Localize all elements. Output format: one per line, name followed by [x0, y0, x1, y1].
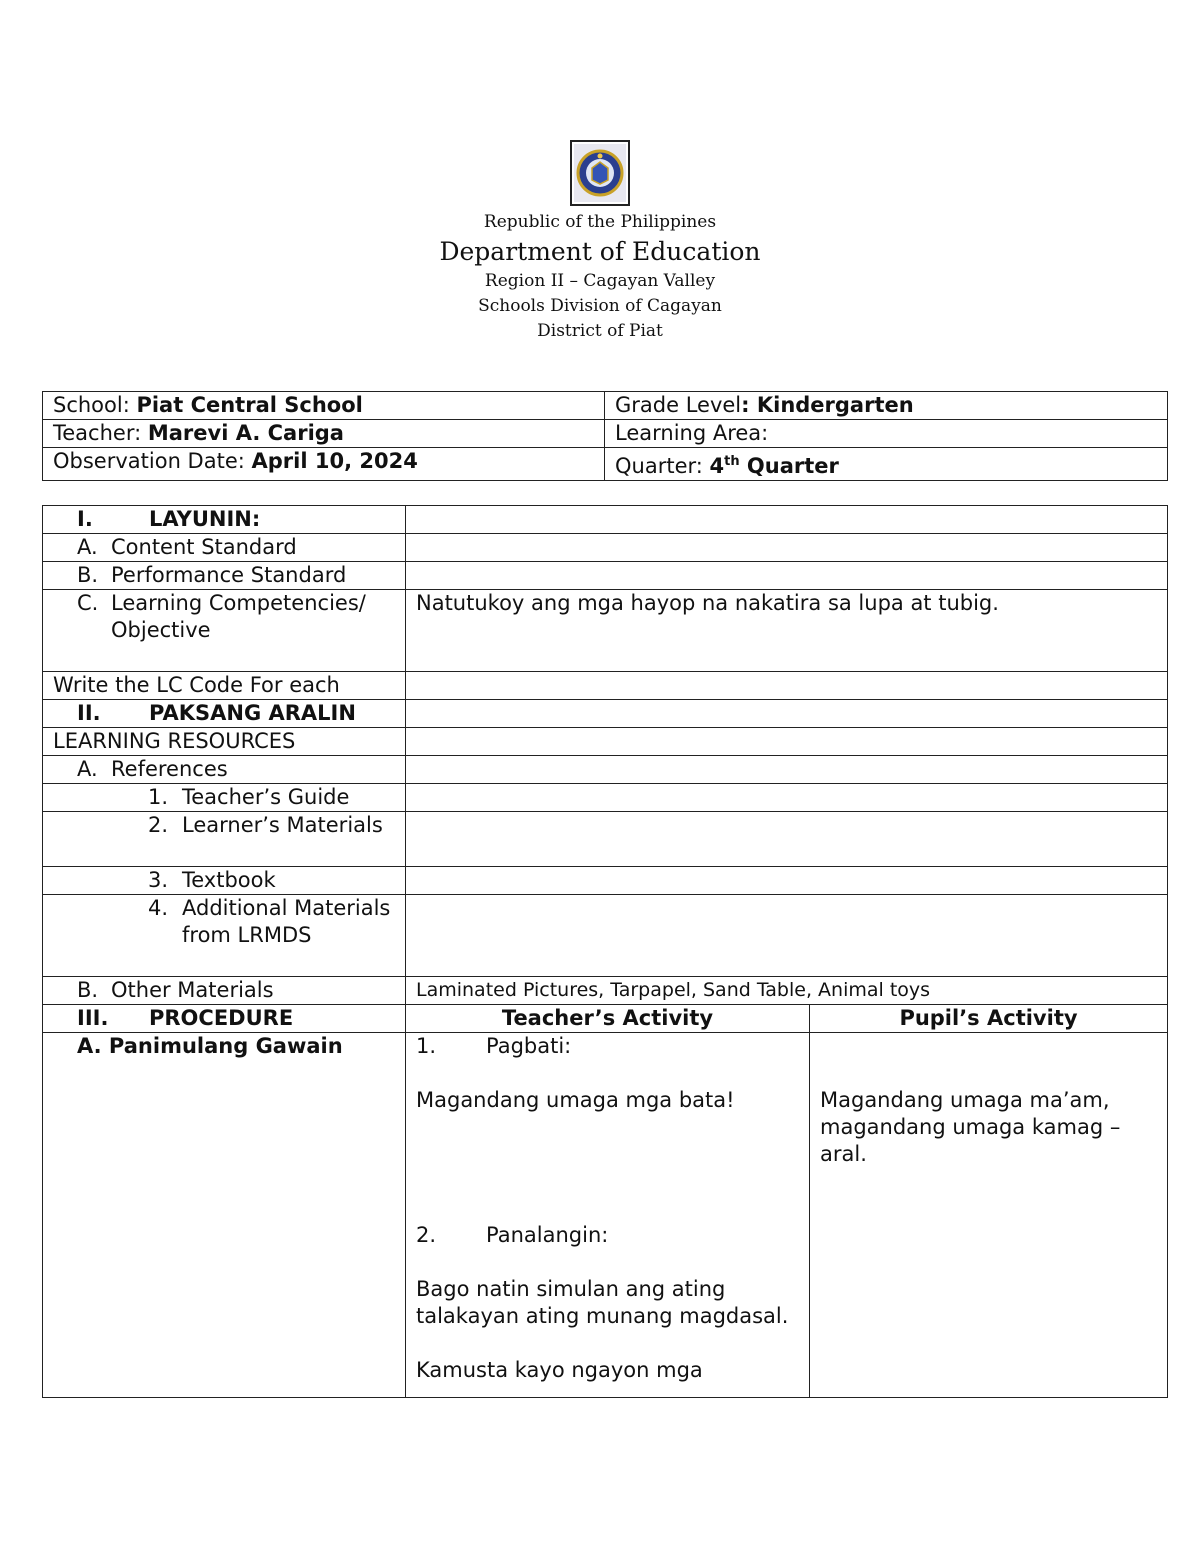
prayer-title: Panalangin:: [486, 1223, 609, 1247]
competency-letter: C.: [77, 591, 99, 615]
paksang-number: II.: [77, 701, 101, 725]
paksang-cell: [43, 700, 406, 728]
lc-code-cell: Write the LC Code For each: [43, 672, 406, 700]
empty-cell: [406, 534, 1168, 562]
empty-cell: [406, 784, 1168, 812]
grade-value: : Kindergarten: [741, 393, 914, 417]
greeting-title: Pagbati:: [486, 1034, 572, 1058]
content-standard-label: Content Standard: [111, 535, 297, 559]
school-cell: [43, 392, 605, 420]
empty-cell: [406, 867, 1168, 895]
district-line: District of Piat: [537, 321, 663, 341]
school-label: School:: [53, 393, 137, 417]
learners-materials-label: Learner’s Materials: [182, 813, 383, 837]
competency-label: Learning Competencies/ Objective: [111, 591, 366, 642]
layunin-number: I.: [77, 507, 93, 531]
country-line: Republic of the Philippines: [483, 212, 717, 232]
teacher-activity-header: [406, 1005, 810, 1033]
textbook-cell: [43, 867, 406, 895]
pupil-activity-label: Pupil’s Activity: [899, 1006, 1078, 1030]
quarter-label: Quarter:: [615, 454, 710, 478]
pupil-activity-header: [810, 1005, 1168, 1033]
prayer-number: 2.: [416, 1223, 437, 1247]
procedure-number: III.: [77, 1006, 109, 1030]
table-row: [43, 784, 1168, 812]
prayer-line: Bago natin simulan ang ating talakayan ating munang magdasal.: [416, 1277, 789, 1328]
table-row: [43, 448, 1168, 481]
teacher-label: Teacher:: [53, 421, 148, 445]
deped-seal: [570, 140, 630, 206]
learners-materials-number: 2.: [148, 813, 169, 837]
other-materials-cell: [43, 977, 406, 1005]
teacher-activity-cell: [406, 1033, 810, 1398]
learners-materials-cell: [43, 812, 406, 867]
content-standard-letter: A.: [77, 535, 98, 559]
school-value: Piat Central School: [136, 393, 363, 417]
references-letter: A.: [77, 757, 98, 781]
performance-standard-cell: [43, 562, 406, 590]
teacher-activity-label: Teacher’s Activity: [501, 1006, 714, 1030]
layunin-cell: [43, 506, 406, 534]
lrmds-label: Additional Materials from LRMDS: [182, 896, 391, 947]
table-row: [43, 867, 1168, 895]
table-row: [43, 534, 1168, 562]
empty-cell: [406, 812, 1168, 867]
learning-area-label: Learning Area:: [615, 421, 769, 445]
empty-cell: [406, 672, 1168, 700]
panimula-cell: [43, 1033, 406, 1398]
grade-cell: [605, 392, 1168, 420]
references-cell: [43, 756, 406, 784]
document-header: [0, 140, 1200, 344]
table-row: [43, 728, 1168, 756]
greeting-followup-line: Kamusta kayo ngayon mga: [416, 1358, 703, 1382]
procedure-heading: PROCEDURE: [149, 1006, 294, 1030]
lesson-plan-table: [42, 505, 1168, 1398]
deped-seal-icon: [574, 144, 626, 202]
empty-cell: [406, 756, 1168, 784]
quarter-value: [710, 454, 839, 478]
table-row: [43, 700, 1168, 728]
teachers-guide-label: Teacher’s Guide: [182, 785, 350, 809]
other-materials-label: Other Materials: [111, 978, 274, 1002]
competency-value: Natutukoy ang mga hayop na nakatira sa lupa at tubig.: [406, 590, 1168, 672]
other-materials-value: Laminated Pictures, Tarpapel, Sand Table, Animal toys: [406, 977, 1168, 1005]
paksang-heading: PAKSANG ARALIN: [149, 701, 356, 725]
pupil-greeting-line: Magandang umaga ma’am, magandang umaga kamag – aral.: [820, 1088, 1121, 1166]
table-row: [43, 812, 1168, 867]
textbook-label: Textbook: [182, 868, 276, 892]
division-line: Schools Division of Cagayan: [478, 296, 722, 316]
other-materials-letter: B.: [77, 978, 99, 1002]
date-value: April 10, 2024: [251, 449, 418, 473]
region-line: Region II – Cagayan Valley: [484, 271, 716, 291]
table-row: [43, 506, 1168, 534]
panimula-label: A. Panimulang Gawain: [77, 1034, 343, 1058]
procedure-cell: [43, 1005, 406, 1033]
table-row: [43, 562, 1168, 590]
performance-standard-letter: B.: [77, 563, 99, 587]
prayer-heading: [416, 1222, 799, 1249]
teacher-value: Marevi A. Cariga: [147, 421, 344, 445]
table-row: [43, 977, 1168, 1005]
pupil-activity-cell: [810, 1033, 1168, 1398]
empty-cell: [406, 895, 1168, 977]
table-row: [43, 420, 1168, 448]
learning-area-cell: [605, 420, 1168, 448]
info-table: [42, 391, 1168, 481]
table-row: [43, 895, 1168, 977]
table-row: [43, 392, 1168, 420]
content-standard-cell: [43, 534, 406, 562]
teacher-cell: [43, 420, 605, 448]
table-row: [43, 756, 1168, 784]
empty-cell: [406, 506, 1168, 534]
department-line: Department of Education: [439, 237, 761, 266]
competency-cell: [43, 590, 406, 672]
performance-standard-label: Performance Standard: [111, 563, 347, 587]
resources-cell: LEARNING RESOURCES: [43, 728, 406, 756]
greeting-line: Magandang umaga mga bata!: [416, 1088, 735, 1112]
quarter-word: Quarter: [739, 454, 839, 478]
references-label: References: [111, 757, 228, 781]
date-cell: [43, 448, 605, 481]
empty-cell: [406, 700, 1168, 728]
layunin-heading: LAYUNIN:: [149, 507, 261, 531]
quarter-suffix: th: [724, 454, 740, 469]
table-row: [43, 590, 1168, 672]
teachers-guide-number: 1.: [148, 785, 169, 809]
greeting-number: 1.: [416, 1034, 437, 1058]
greeting-heading: [416, 1033, 799, 1060]
date-label: Observation Date:: [53, 449, 252, 473]
grade-label: Grade Level: [615, 393, 742, 417]
quarter-number: 4: [709, 454, 725, 478]
empty-cell: [406, 562, 1168, 590]
lrmds-cell: [43, 895, 406, 977]
empty-cell: [406, 728, 1168, 756]
table-row: [43, 1005, 1168, 1033]
textbook-number: 3.: [148, 868, 169, 892]
table-row: [43, 672, 1168, 700]
teachers-guide-cell: [43, 784, 406, 812]
lrmds-number: 4.: [148, 896, 169, 920]
quarter-cell: [605, 448, 1168, 481]
table-row: [43, 1033, 1168, 1398]
